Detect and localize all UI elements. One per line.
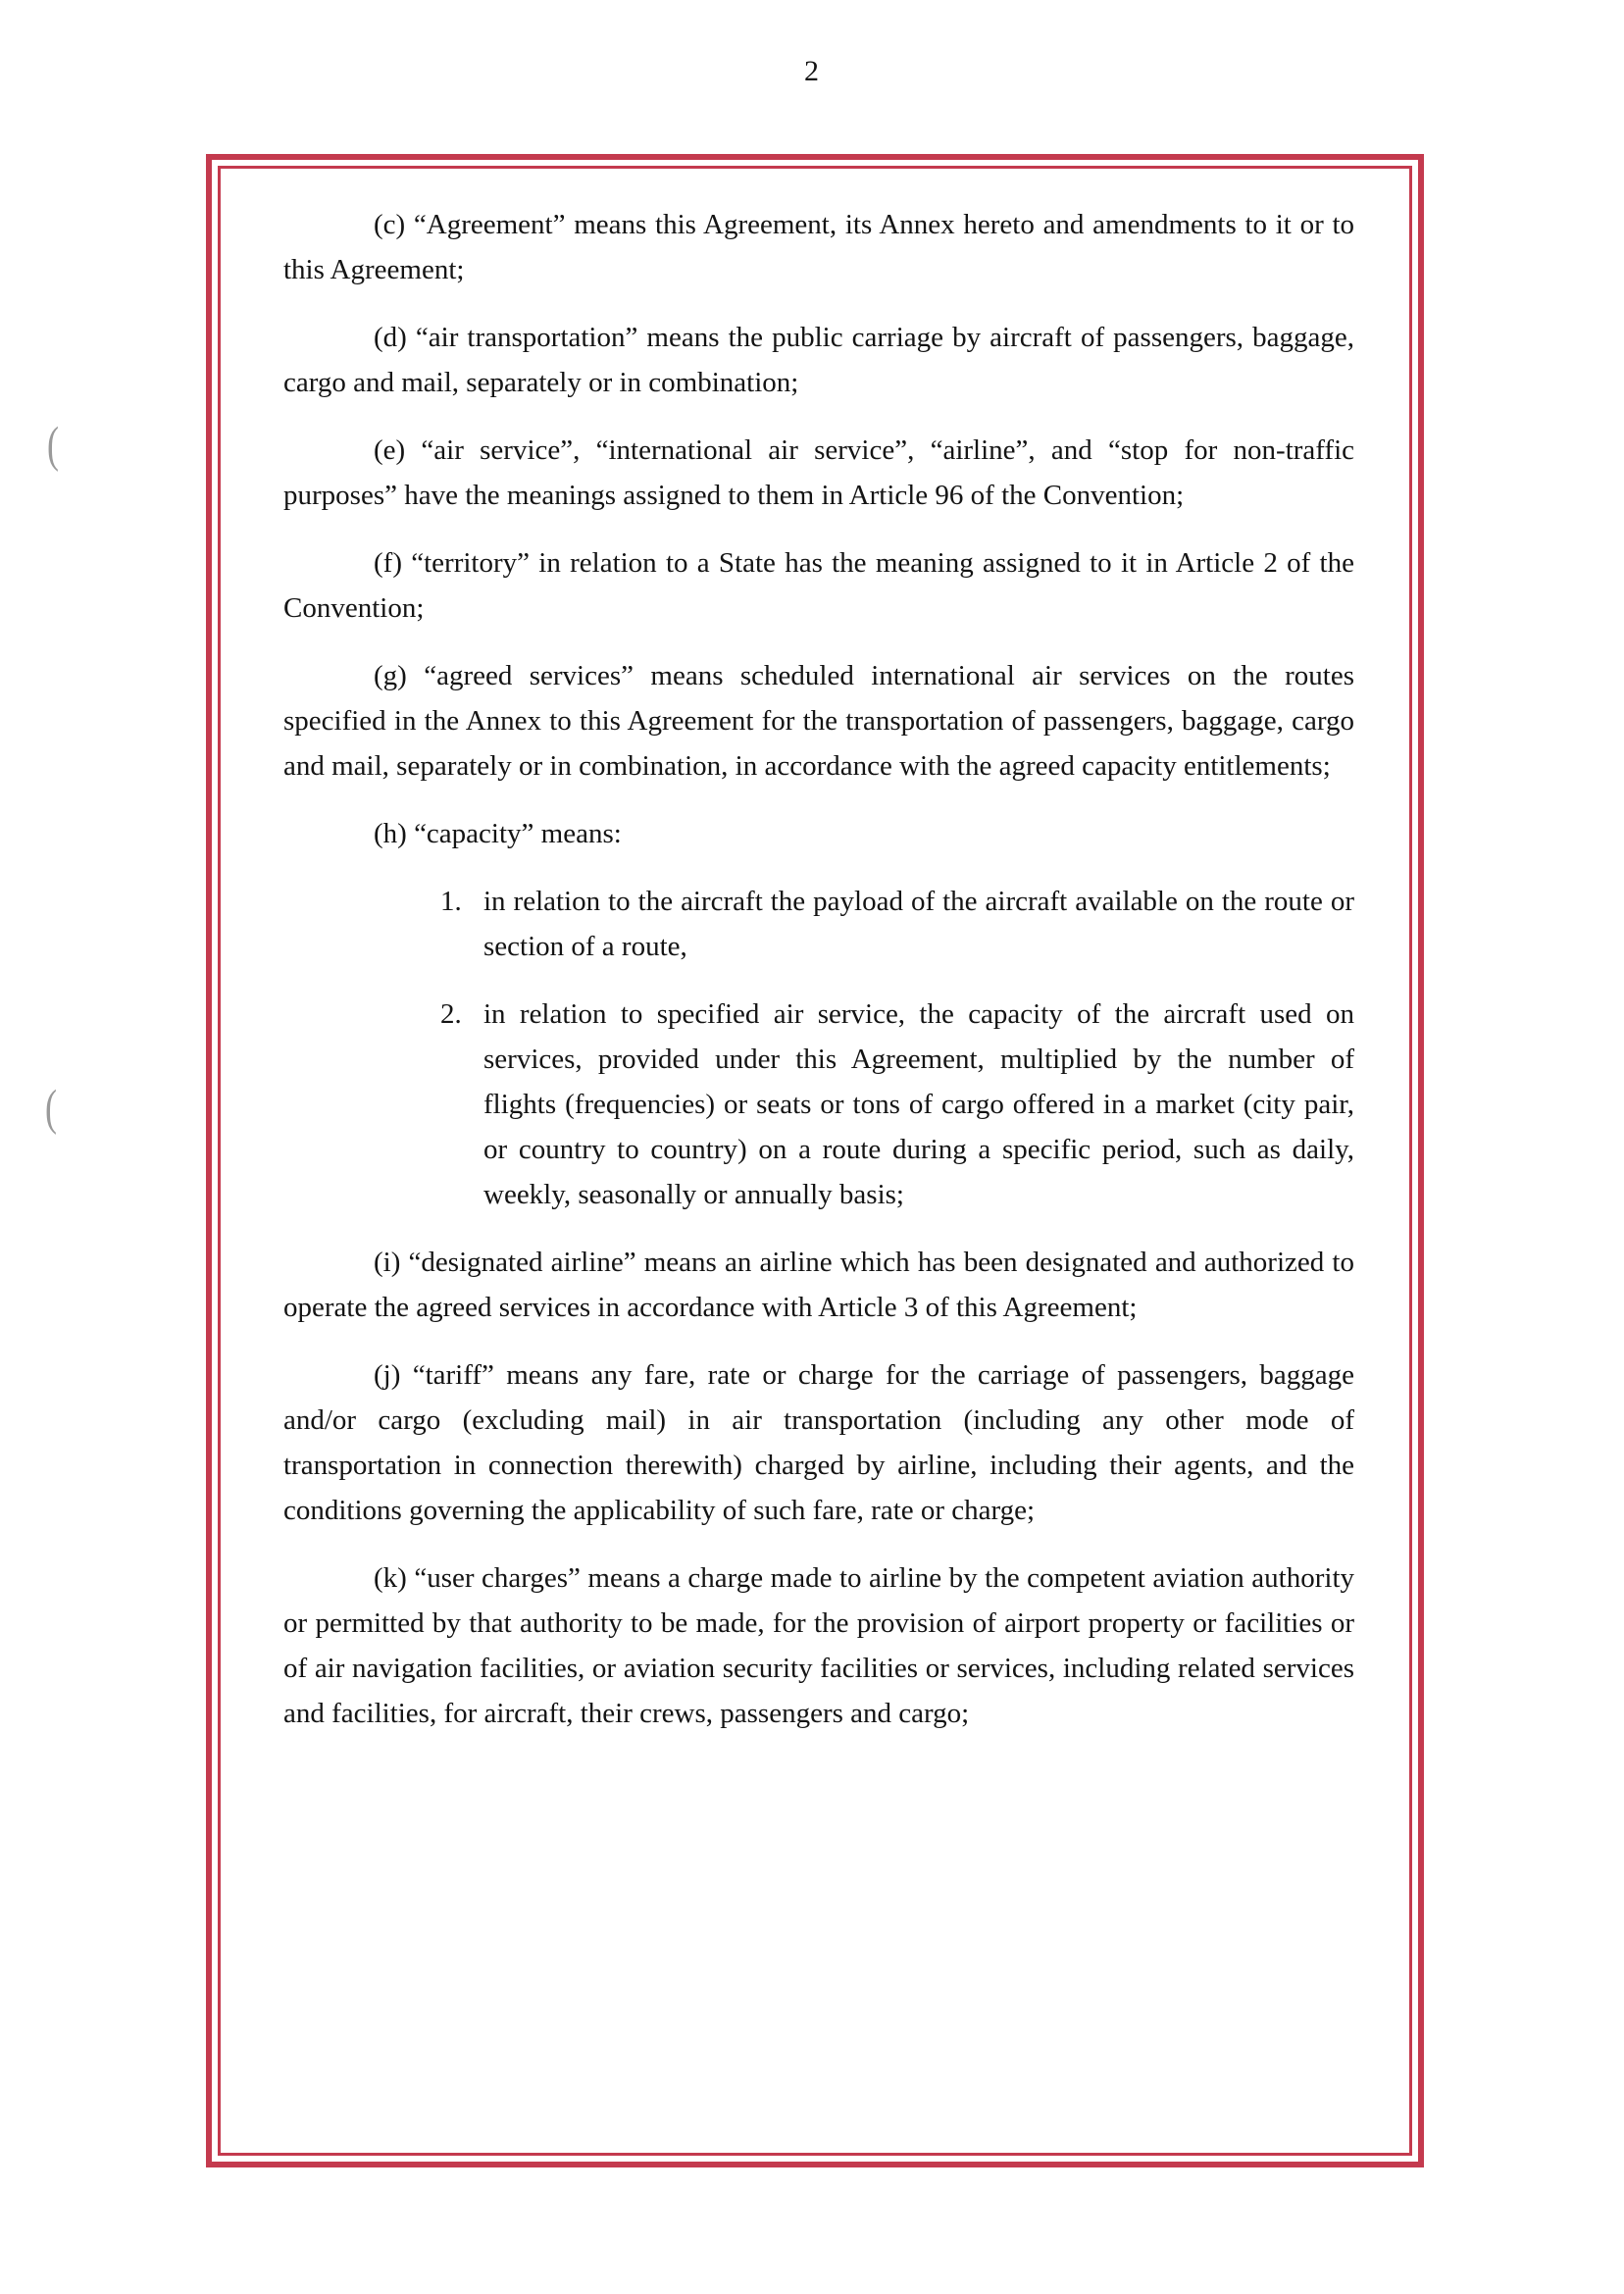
page-border-frame <box>206 154 1424 2167</box>
paragraph-c-agreement: (c) “Agreement” means this Agreement, its Annex hereto and amendments to it or to this Agreement; <box>283 209 1354 285</box>
scan-artifact-bottom: ( <box>45 1080 57 1135</box>
paragraph-k-user-charges: (k) “user charges” means a charge made to airline by the competent aviation authority or permitted by that authority to be made, for the provision of airport property or facilities or of air navigation facilities, or aviation security facilities or services, including related services and facilities, for aircraft, their crews, passengers and cargo; <box>283 1562 1354 1729</box>
page-number: 2 <box>804 55 820 87</box>
paragraph-e-air-service: (e) “air service”, “international air service”, “airline”, and “stop for non-traffic purposes” have the meanings assigned to them in Article 96 of the Convention; <box>283 434 1354 511</box>
paragraph-g-agreed-services: (g) “agreed services” means scheduled international air services on the routes specified in the Annex to this Agreement for the transportation of passengers, baggage, cargo and mail, separately or in combination, in accordance with the agreed capacity entitlements; <box>283 660 1354 782</box>
capacity-item-2-text: in relation to specified air service, the capacity of the aircraft used on services, provided under this Agreement, multiplied by the number of flights (frequencies) or seats or tons of cargo offered in a market (city pair, or country to country) on a route during a specific period, such as daily, weekly, seasonally or annually basis; <box>483 998 1354 1210</box>
capacity-item-2 <box>440 992 1354 1217</box>
capacity-item-1-number: 1. <box>440 886 462 917</box>
paragraph-d-air-transportation: (d) “air transportation” means the public carriage by aircraft of passengers, baggage, cargo and mail, separately or in combination; <box>283 322 1354 398</box>
scan-artifact-top: ( <box>47 417 59 472</box>
paragraph-h-capacity: (h) “capacity” means: <box>374 818 622 849</box>
page-content-area <box>218 166 1412 2156</box>
capacity-item-1-text: in relation to the aircraft the payload of the aircraft available on the route or section of a route, <box>483 886 1354 962</box>
paragraph-f-territory: (f) “territory” in relation to a State has the meaning assigned to it in Article 2 of the Convention; <box>283 547 1354 624</box>
paragraph-j-tariff: (j) “tariff” means any fare, rate or charge for the carriage of passengers, baggage and/or cargo (excluding mail) in air transportation (including any other mode of transportation in connection therewith) charged by airline, including their agents, and the conditions governing the applicability of such fare, rate or charge; <box>283 1359 1354 1526</box>
capacity-item-2-number: 2. <box>440 998 462 1030</box>
capacity-item-1 <box>440 879 1354 969</box>
paragraph-i-designated-airline: (i) “designated airline” means an airline which has been designated and authorized to operate the agreed services in accordance with Article 3 of this Agreement; <box>283 1247 1354 1323</box>
